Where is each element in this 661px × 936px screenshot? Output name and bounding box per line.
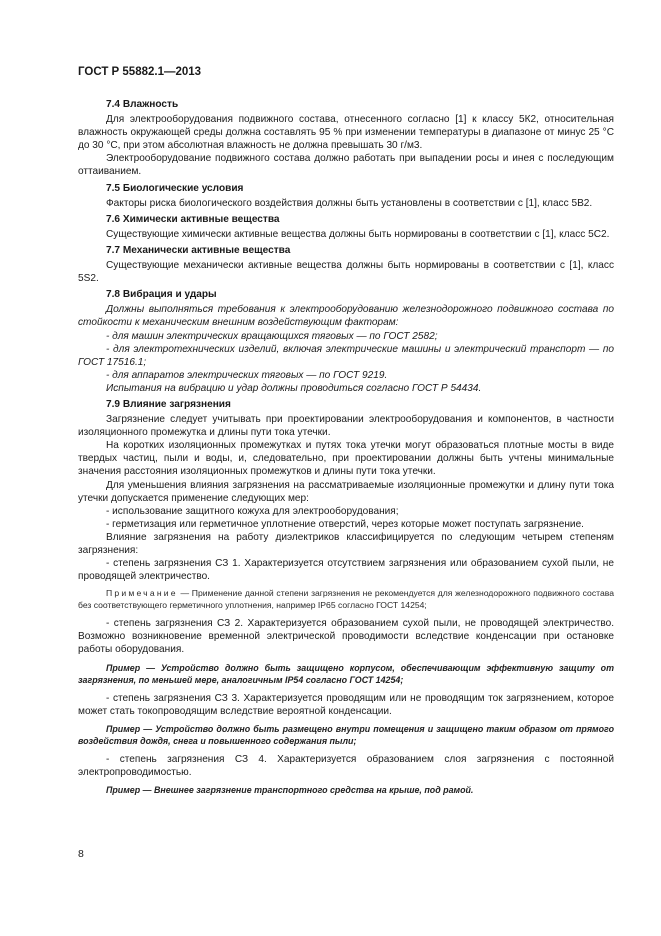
paragraph: Испытания на вибрацию и удар должны проводиться согласно ГОСТ Р 54434. xyxy=(106,382,482,394)
list-item: - для электротехнических изделий, включая электрические машины и электрический транспорт — по ГОСТ 17516.1; xyxy=(78,343,614,368)
list-item: - герметизация или герметичное уплотнение отверстий, через которые может поступать загрязнение. xyxy=(106,518,584,530)
document-header: ГОСТ Р 55882.1—2013 xyxy=(78,66,202,78)
paragraph: Загрязнение следует учитывать при проектировании электрооборудования и компонентов, в частности изоляционного промежутка и длины пути тока утечки. xyxy=(78,414,614,439)
example: Пример — Устройство должно быть размещено внутри помещения и защищено таким образом от прямого воздействия дождя, снега и повышенного содержания пыли; xyxy=(78,723,614,746)
paragraph: Для уменьшения влияния загрязнения на рассматриваемые изоляционные промежутки и длину пути тока утечки допускается применение следующих мер: xyxy=(78,479,614,504)
section-7-9-title: 7.9 Влияние загрязнения xyxy=(106,398,231,410)
list-item: - степень загрязнения СЗ 3. Характеризуется проводящим или не проводящим ток загрязнением, которое может стать токопроводящим вследствие вероятной конденсации. xyxy=(78,692,614,717)
list-item: - для аппаратов электрических тяговых — по ГОСТ 9219. xyxy=(106,369,388,381)
list-item: - степень загрязнения СЗ 2. Характеризуется образованием сухой пыли, не проводящей электричество. Возможно возникновение временной электрической проводимости вследствие конденсации при остановке работы оборудования. xyxy=(78,618,614,656)
list-item: - для машин электрических вращающихся тяговых — по ГОСТ 2582; xyxy=(106,330,438,342)
list-item: - степень загрязнения СЗ 4. Характеризуется образованием слоя загрязнения с постоянной электропроводимостью. xyxy=(78,753,614,778)
section-7-8-title: 7.8 Вибрация и удары xyxy=(106,289,217,301)
document-body xyxy=(78,98,614,802)
section-7-5-title: 7.5 Биологические условия xyxy=(106,182,244,194)
paragraph: Для электрооборудования подвижного состава, отнесенного согласно [1] к классу 5К2, относительная влажность окружающей среды должна составлять 95 % при изменении температуры в диапазоне от минус 25 °С до 30 °С, при этом абсолютная влажность не должна превышать 30 г/м3. xyxy=(78,114,614,152)
note-text: — Применение данной степени загрязнения не рекомендуется для железнодорожного подвижного состава без соответствующего герметичного уплотнения, например IP65 согласно ГОСТ 14254; xyxy=(78,588,614,610)
section-7-4-title: 7.4 Влажность xyxy=(106,99,179,110)
example: Пример — Внешнее загрязнение транспортного средства на крыше, под рамой. xyxy=(106,784,474,795)
paragraph: Должны выполняться требования к электрооборудованию железнодорожного подвижного состава по стойкости к механическим внешним воздействующим факторам: xyxy=(78,304,614,329)
paragraph: Существующие механически активные вещества должны быть нормированы в соответствии с [1], класс 5S2. xyxy=(78,260,614,285)
paragraph: Существующие химически активные вещества должны быть нормированы в соответствии с [1], класс 5С2. xyxy=(106,228,610,240)
list-item: - степень загрязнения СЗ 1. Характеризуется отсутствием загрязнения или образованием сухой пыли, не проводящей электричество. xyxy=(78,558,614,583)
page-number: 8 xyxy=(78,848,84,860)
paragraph: На коротких изоляционных промежутках и путях тока утечки могут образоваться плотные мосты в виде твердых частиц, пыли и воды, и, следовательно, при проектировании должны быть учтены минимальные значения расстояния изоляционных промежутков и длины пути тока утечки. xyxy=(78,440,614,478)
list-item: - использование защитного кожуха для электрооборудования; xyxy=(106,505,399,517)
note-label: Примечание xyxy=(106,588,178,599)
paragraph: Электрооборудование подвижного состава должно работать при выпадении росы и инея с последующим оттаиванием. xyxy=(78,153,614,178)
paragraph: Влияние загрязнения на работу диэлектриков классифицируется по следующим четырем степеням загрязнения: xyxy=(78,531,614,556)
paragraph: Факторы риска биологического воздействия должны быть установлены в соответствии с [1], класс 5В2. xyxy=(106,197,593,209)
section-7-6-title: 7.6 Химически активные вещества xyxy=(106,213,280,225)
section-7-7-title: 7.7 Механически активные вещества xyxy=(106,244,291,256)
note xyxy=(78,588,614,611)
example: Пример — Устройство должно быть защищено корпусом, обеспечивающим эффективную защиту от загрязнения, по меньшей мере, аналогичным IP54 согласно ГОСТ 14254; xyxy=(78,662,614,685)
